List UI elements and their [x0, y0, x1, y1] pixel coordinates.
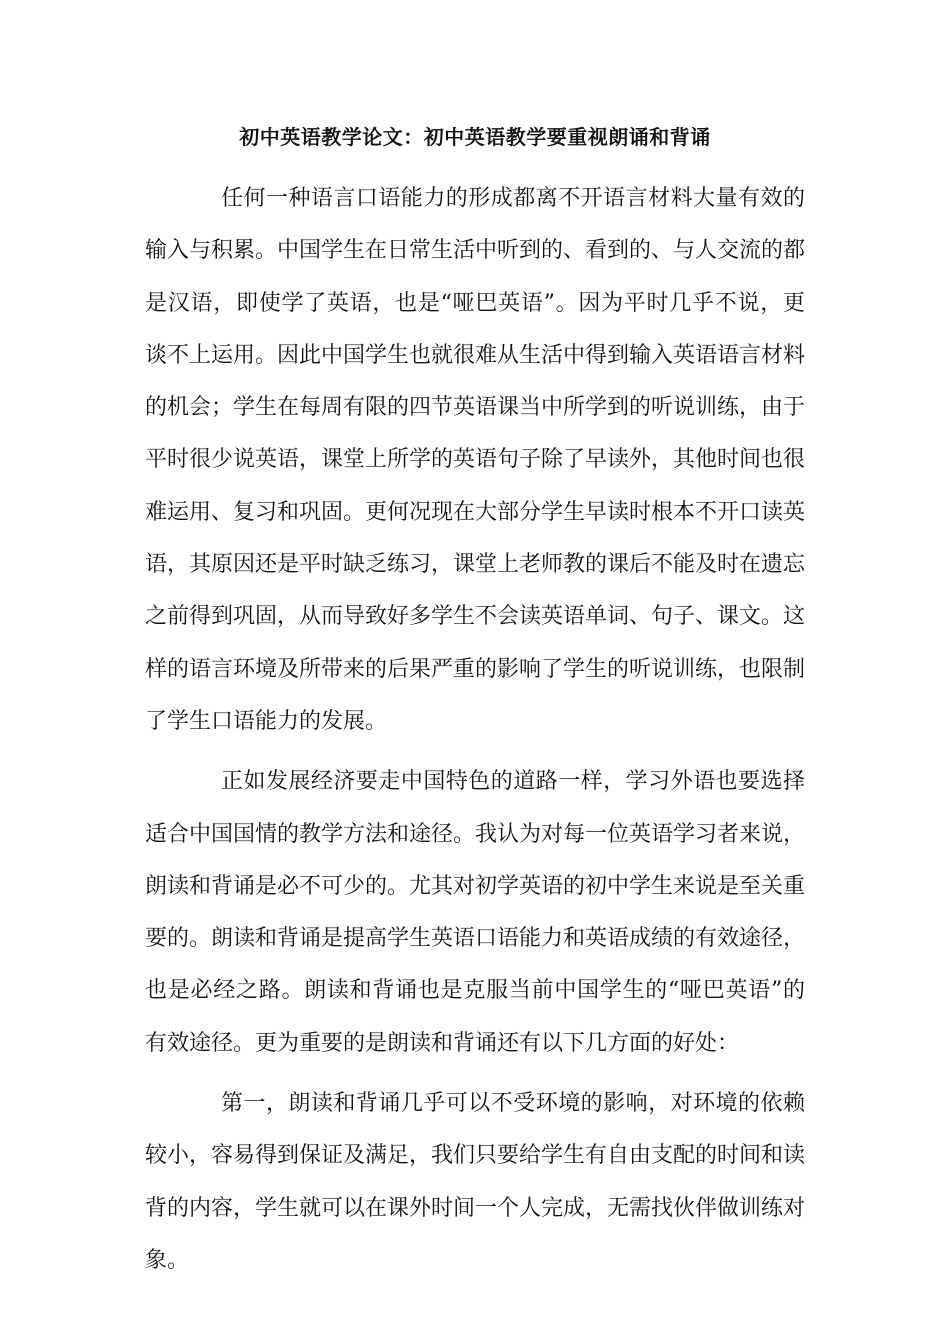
- document-body: [145, 173, 805, 1287]
- paragraph-2: 正如发展经济要走中国特色的道路一样，学习外语也要选择适合中国国情的教学方法和途径。我认为对每一位英语学习者来说，朗读和背诵是必不可少的。尤其对初学英语的初中学生来说是至关重要的。朗读和背诵是提高学生英语口语能力和英语成绩的有效途径，也是必经之路。朗读和背诵也是克服当前中国学生的“哑巴英语”的有效途径。更为重要的是朗读和背诵还有以下几方面的好处：: [145, 769, 806, 1056]
- document-title: 初中英语教学论文：初中英语教学要重视朗诵和背诵: [239, 125, 711, 149]
- paragraph-1: 任何一种语言口语能力的形成都离不开语言材料大量有效的输入与积累。中国学生在日常生活中听到的、看到的、与人交流的都是汉语，即使学了英语，也是“哑巴英语”。因为平时几乎不说，更谈不上运用。因此中国学生也就很难从生活中得到输入英语语言材料的机会；学生在每周有限的四节英语课当中所学到的听说训练，由于平时很少说英语，课堂上所学的英语句子除了早读外，其他时间也很难运用、复习和巩固。更何况现在大部分学生早读时根本不开口读英语，其原因还是平时缺乏练习，课堂上老师教的课后不能及时在遗忘之前得到巩固，从而导致好多学生不会读英语单词、句子、课文。这样的语言环境及所带来的后果严重的影响了学生的听说训练，也限制了学生口语能力的发展。: [145, 186, 806, 734]
- paragraph-3: 第一，朗读和背诵几乎可以不受环境的影响，对环境的依赖较小，容易得到保证及满足，我们只要给学生有自由支配的时间和读背的内容，学生就可以在课外时间一个人完成，无需找伙伴做训练对象。: [145, 1091, 806, 1273]
